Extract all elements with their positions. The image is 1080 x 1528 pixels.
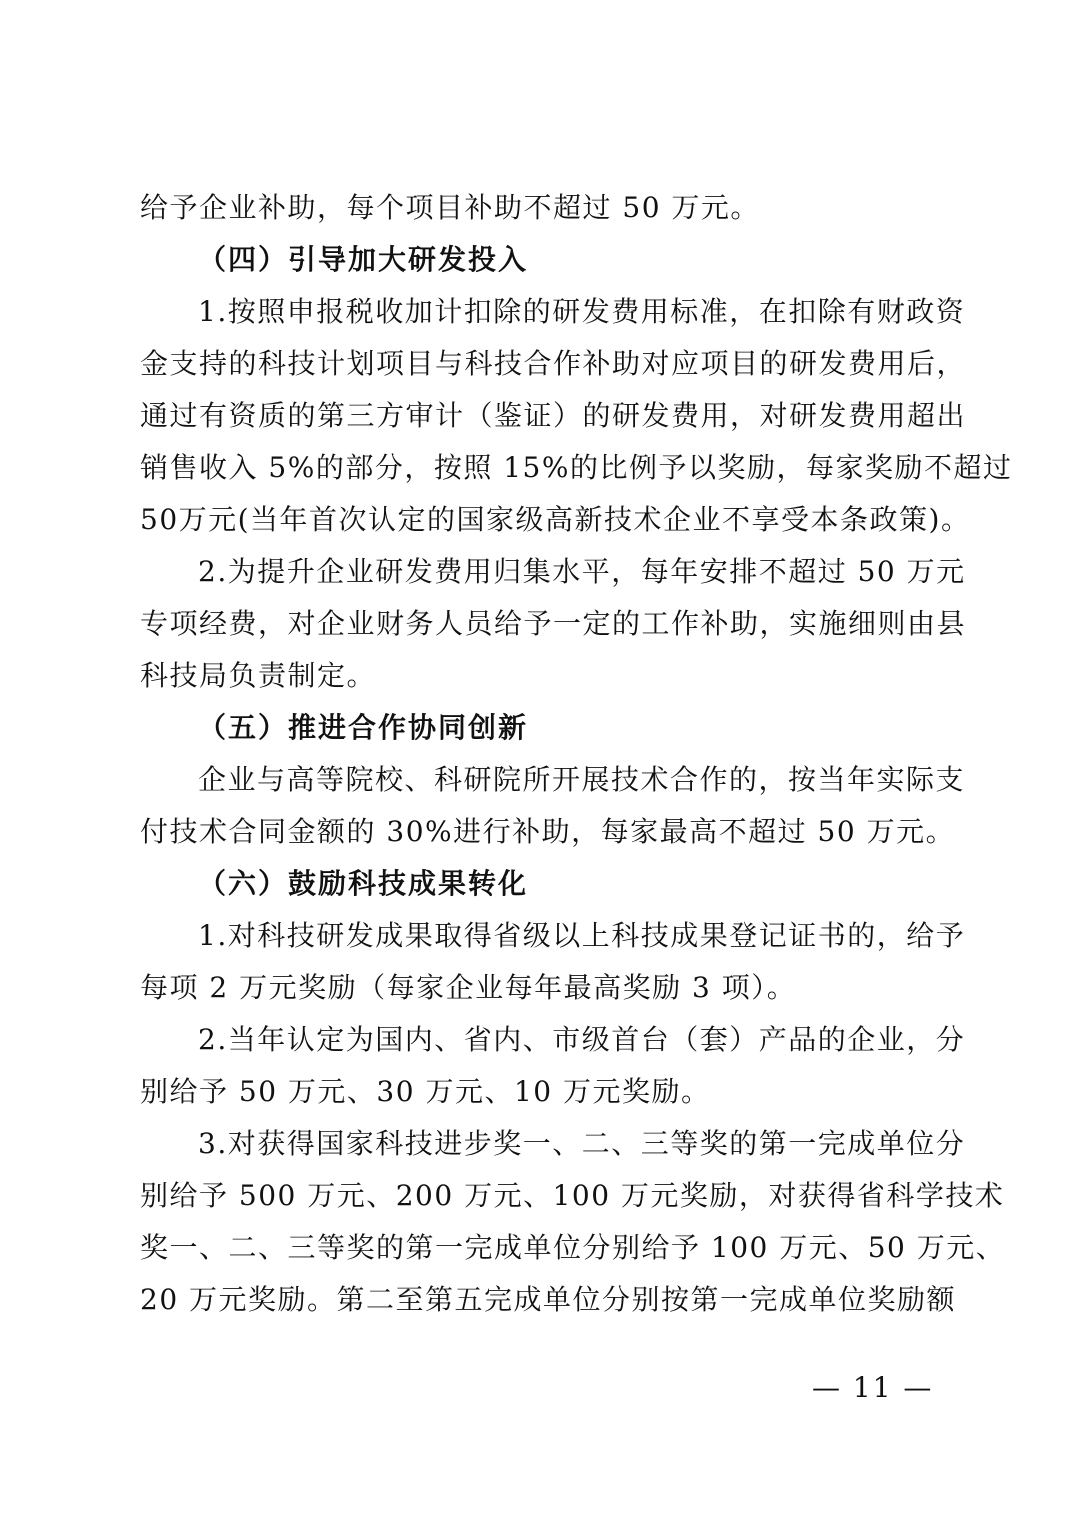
paragraph-line: 每项 2 万元奖励（每家企业每年最高奖励 3 项）。 xyxy=(140,971,797,1004)
paragraph-line: 奖一、二、三等奖的第一完成单位分别给予 100 万元、50 万元、 xyxy=(140,1231,1006,1264)
paragraph-line: 1.按照申报税收加计扣除的研发费用标准，在扣除有财政资 xyxy=(198,295,966,328)
paragraph-line: 企业与高等院校、科研院所开展技术合作的，按当年实际支 xyxy=(198,763,966,796)
paragraph-line: 2.当年认定为国内、省内、市级首台（套）产品的企业，分 xyxy=(198,1023,966,1056)
paragraph-line: 别给予 50 万元、30 万元、10 万元奖励。 xyxy=(140,1075,711,1108)
section-heading-4: （四）引导加大研发投入 xyxy=(198,243,529,276)
paragraph-line: 通过有资质的第三方审计（鉴证）的研发费用，对研发费用超出 xyxy=(140,399,967,432)
section-heading-5: （五）推进合作协同创新 xyxy=(198,711,529,744)
paragraph-line: 专项经费，对企业财务人员给予一定的工作补助，实施细则由县 xyxy=(140,607,967,640)
paragraph-line: 20 万元奖励。第二至第五完成单位分别按第一完成单位奖励额 xyxy=(140,1283,957,1316)
page-number: — 11 — xyxy=(812,1371,934,1404)
paragraph-line: 给予企业补助，每个项目补助不超过 50 万元。 xyxy=(140,191,760,224)
paragraph-line: 付技术合同金额的 30%进行补助，每家最高不超过 50 万元。 xyxy=(140,815,956,848)
paragraph-line: 3.对获得国家科技进步奖一、二、三等奖的第一完成单位分 xyxy=(198,1127,966,1160)
paragraph-line: 销售收入 5%的部分，按照 15%的比例予以奖励，每家奖励不超过 xyxy=(140,451,1013,484)
paragraph-line: 金支持的科技计划项目与科技合作补助对应项目的研发费用后， xyxy=(140,347,967,380)
section-heading-6: （六）鼓励科技成果转化 xyxy=(198,867,529,900)
paragraph-line: 科技局负责制定。 xyxy=(140,659,377,692)
paragraph-line: 别给予 500 万元、200 万元、100 万元奖励，对获得省科学技术 xyxy=(140,1179,1005,1212)
paragraph-line: 1.对科技研发成果取得省级以上科技成果登记证书的，给予 xyxy=(198,919,966,952)
paragraph-line: 50万元(当年首次认定的国家级高新技术企业不享受本条政策)。 xyxy=(140,503,971,536)
paragraph-line: 2.为提升企业研发费用归集水平，每年安排不超过 50 万元 xyxy=(198,555,966,588)
